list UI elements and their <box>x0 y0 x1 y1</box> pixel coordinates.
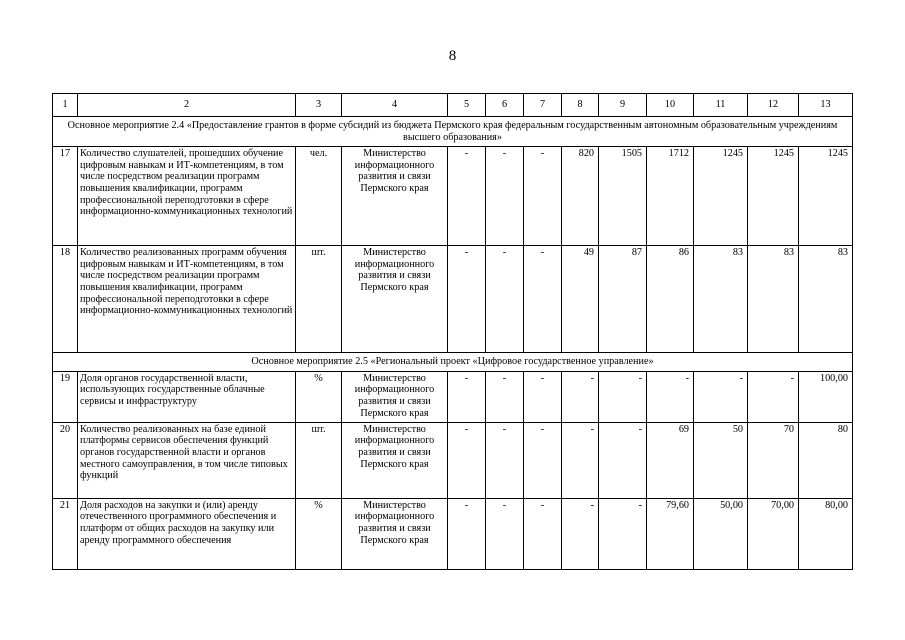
indicator-value: - <box>486 498 524 569</box>
column-header: 4 <box>342 94 448 117</box>
indicator-value: - <box>599 498 647 569</box>
responsible-executor: Министерство информационного развития и связи Пермского края <box>342 147 448 246</box>
indicator-value: 70,00 <box>748 498 799 569</box>
section-row <box>53 353 853 372</box>
indicator-value: - <box>448 371 486 422</box>
table-row <box>53 371 853 422</box>
indicator-value: - <box>748 371 799 422</box>
indicator-value: - <box>524 371 562 422</box>
indicator-value: 87 <box>599 246 647 353</box>
indicator-value: 820 <box>562 147 599 246</box>
table-row <box>53 246 853 353</box>
indicator-value: - <box>562 498 599 569</box>
indicator-name: Количество слушателей, прошедших обучение цифровым навыкам и ИТ-компетенциям, в том числе посредством реализации программ повышения квалификации, программ профессиональной переподготовки в сфере информационно-коммуникационных технологий <box>78 147 296 246</box>
indicator-value: - <box>486 371 524 422</box>
column-header: 11 <box>694 94 748 117</box>
indicator-value: 1712 <box>647 147 694 246</box>
indicator-name: Доля органов государственной власти, использующих государственные облачные сервисы и инфраструктуру <box>78 371 296 422</box>
indicator-value: - <box>486 246 524 353</box>
column-header: 8 <box>562 94 599 117</box>
column-header: 12 <box>748 94 799 117</box>
indicator-value: - <box>562 371 599 422</box>
indicator-value: 79,60 <box>647 498 694 569</box>
indicator-value: 83 <box>694 246 748 353</box>
indicator-value: 50,00 <box>694 498 748 569</box>
responsible-executor: Министерство информационного развития и связи Пермского края <box>342 422 448 498</box>
indicator-value: - <box>694 371 748 422</box>
indicator-value: - <box>448 246 486 353</box>
indicator-value: 70 <box>748 422 799 498</box>
table-row <box>53 498 853 569</box>
indicator-name: Доля расходов на закупки и (или) аренду отечественного программного обеспечения и платформ от общих расходов на закупку или аренду программного обеспечения <box>78 498 296 569</box>
row-number: 18 <box>53 246 78 353</box>
responsible-executor: Министерство информационного развития и связи Пермского края <box>342 371 448 422</box>
page-number: 8 <box>448 48 457 64</box>
indicator-name: Количество реализованных на базе единой платформы сервисов обеспечения функций органов государственной власти и органов местного самоуправления, в том числе типовых функций <box>78 422 296 498</box>
indicator-value: - <box>524 498 562 569</box>
indicator-value: - <box>486 147 524 246</box>
column-header: 2 <box>78 94 296 117</box>
indicator-value: - <box>562 422 599 498</box>
indicator-value: - <box>448 498 486 569</box>
indicator-value: - <box>524 246 562 353</box>
unit-of-measure: % <box>296 371 342 422</box>
indicator-value: - <box>599 422 647 498</box>
column-header: 3 <box>296 94 342 117</box>
column-header: 5 <box>448 94 486 117</box>
responsible-executor: Министерство информационного развития и связи Пермского края <box>342 498 448 569</box>
row-number: 21 <box>53 498 78 569</box>
column-number-row <box>53 94 853 117</box>
row-number: 19 <box>53 371 78 422</box>
indicator-value: - <box>524 147 562 246</box>
section-title: Основное мероприятие 2.5 «Региональный проект «Цифровое государственное управление» <box>53 353 853 372</box>
indicator-value: 1245 <box>799 147 853 246</box>
indicator-value: - <box>448 422 486 498</box>
row-number: 20 <box>53 422 78 498</box>
column-header: 6 <box>486 94 524 117</box>
indicator-value: 49 <box>562 246 599 353</box>
indicator-value: 83 <box>748 246 799 353</box>
indicator-value: 69 <box>647 422 694 498</box>
column-header: 9 <box>599 94 647 117</box>
table-row <box>53 422 853 498</box>
unit-of-measure: шт. <box>296 422 342 498</box>
indicator-value: - <box>524 422 562 498</box>
indicator-value: 1245 <box>748 147 799 246</box>
indicators-table <box>52 93 853 570</box>
unit-of-measure: шт. <box>296 246 342 353</box>
indicator-value: 100,00 <box>799 371 853 422</box>
section-title: Основное мероприятие 2.4 «Предоставление грантов в форме субсидий из бюджета Пермского края федеральным государственным автономным образовательным учреждениям высшего образования» <box>53 117 853 147</box>
indicator-name: Количество реализованных программ обучения цифровым навыкам и ИТ-компетенциям, в том числе посредством реализации программ повышения квалификации, программ профессиональной переподготовки в сфере информационно-коммуникационных технологий <box>78 246 296 353</box>
indicator-value: 1245 <box>694 147 748 246</box>
indicator-value: - <box>647 371 694 422</box>
indicator-value: - <box>448 147 486 246</box>
row-number: 17 <box>53 147 78 246</box>
indicator-value: - <box>599 371 647 422</box>
column-header: 13 <box>799 94 853 117</box>
indicator-value: 86 <box>647 246 694 353</box>
column-header: 10 <box>647 94 694 117</box>
table-row <box>53 147 853 246</box>
indicator-value: 1505 <box>599 147 647 246</box>
indicator-value: 83 <box>799 246 853 353</box>
unit-of-measure: % <box>296 498 342 569</box>
responsible-executor: Министерство информационного развития и связи Пермского края <box>342 246 448 353</box>
indicator-value: - <box>486 422 524 498</box>
indicator-value: 80 <box>799 422 853 498</box>
section-row <box>53 117 853 147</box>
indicator-value: 80,00 <box>799 498 853 569</box>
column-header: 7 <box>524 94 562 117</box>
unit-of-measure: чел. <box>296 147 342 246</box>
indicator-value: 50 <box>694 422 748 498</box>
column-header: 1 <box>53 94 78 117</box>
